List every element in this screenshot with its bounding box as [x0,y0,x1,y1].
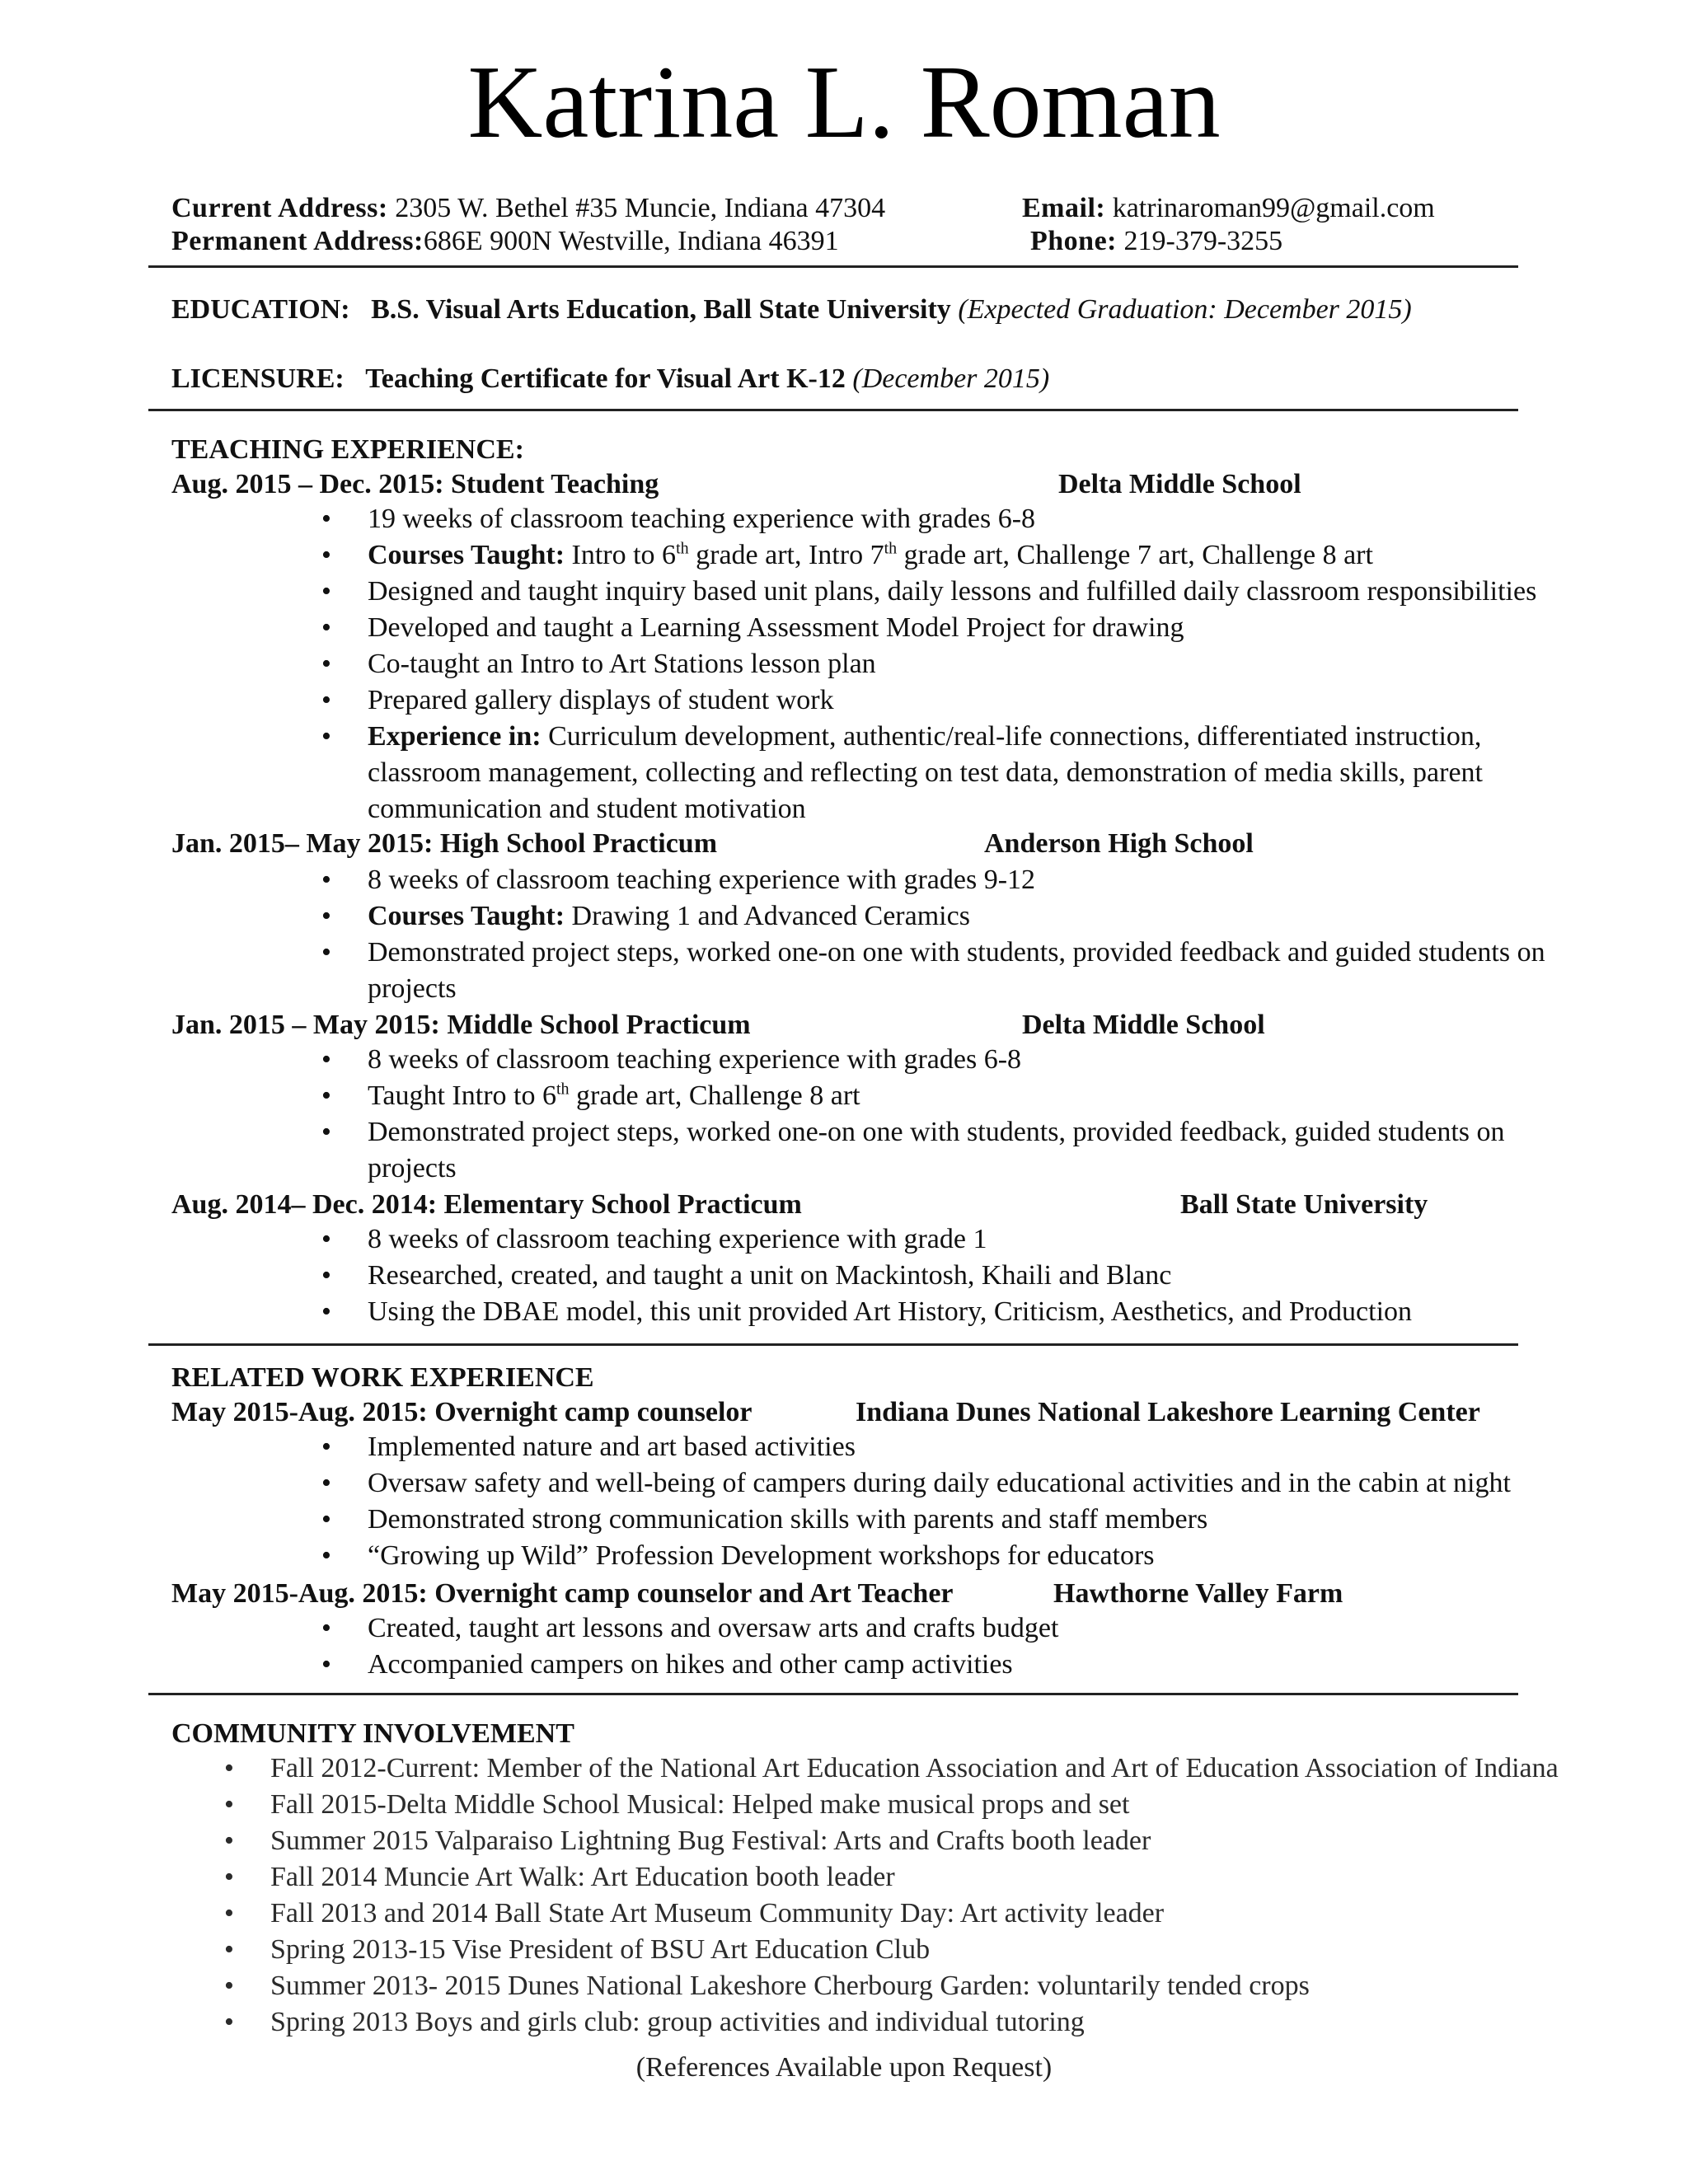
list-item [321,1078,1637,1114]
list-item [224,1750,1672,1787]
licensure-line [171,361,1049,397]
bullet-icon: • [321,1296,331,1327]
list-item [321,610,1637,646]
education-line [171,292,1412,328]
bullet-text: classroom management, collecting and reflecting on test data, demonstration of media skills, parent [368,757,1483,788]
list-item [321,1114,1637,1151]
licensure-note: (December 2015) [852,363,1050,394]
superscript: th [676,539,689,558]
list-item [321,1221,1637,1258]
bullet-text: Summer 2015 Valparaiso Lightning Bug Festival: Arts and Crafts booth leader [270,1825,1151,1856]
list-item [224,1896,1672,1932]
bullet-icon: • [321,612,331,643]
list-item [368,971,1637,1007]
bullet-text: “Growing up Wild” Profession Development workshops for educators [368,1540,1155,1571]
bullet-icon: • [321,540,331,570]
job-title: Jan. 2015 – May 2015: Middle School Practicum [171,1010,751,1040]
list-item [321,1258,1637,1294]
bullet-text: Accompanied campers on hikes and other camp activities [368,1649,1013,1680]
list-item [321,1502,1637,1538]
bullet-text: grade art, Challenge 7 art, Challenge 8 art [897,540,1373,570]
email-label: Email: [1022,193,1106,223]
bullet-text: communication and student motivation [368,794,806,824]
bullet-icon: • [321,1613,331,1643]
list-item [321,501,1637,537]
teaching-heading: TEACHING EXPERIENCE: [171,434,524,465]
bullet-icon: • [224,1898,234,1929]
resume-name: Katrina L. Roman [467,45,1221,160]
community-heading: COMMUNITY INVOLVEMENT [171,1718,574,1749]
list-item [321,1538,1637,1574]
bullet-text: Implemented nature and art based activities [368,1432,856,1462]
bullet-text: 19 weeks of classroom teaching experience with grades 6-8 [368,504,1036,534]
superscript: th [884,539,898,558]
bullet-icon: • [321,1117,331,1147]
bullet-icon: • [224,1753,234,1783]
references-note: (References Available upon Request) [635,2052,1053,2083]
bullet-text: Co-taught an Intro to Art Stations lesson plan [368,649,876,679]
list-item [321,898,1637,935]
job-place: Hawthorne Valley Farm [1053,1578,1343,1609]
divider [148,1693,1518,1695]
bullet-text: projects [368,1153,457,1183]
list-item [321,862,1637,898]
bullet-icon: • [321,1432,331,1462]
list-item [321,682,1637,719]
job-bullets [321,1042,1637,1187]
education-note: (Expected Graduation: December 2015) [958,294,1412,325]
bullet-icon: • [224,1825,234,1856]
bullet-text: Fall 2012-Current: Member of the National Art Education Association and Art of Education Association of Indiana [270,1753,1559,1783]
bullet-label: Courses Taught: [368,540,565,570]
bullet-icon: • [321,1080,331,1111]
bullet-text: Taught Intro to 6 [368,1080,556,1111]
bullet-icon: • [321,1649,331,1680]
job-title: Aug. 2015 – Dec. 2015: Student Teaching [171,469,659,499]
list-item [321,1429,1637,1465]
bullet-text: Spring 2013-15 Vise President of BSU Art Education Club [270,1934,931,1965]
bullet-text: Created, taught art lessons and oversaw arts and crafts budget [368,1613,1059,1643]
bullet-icon: • [321,1504,331,1535]
job-title: May 2015-Aug. 2015: Overnight camp counselor [171,1397,753,1427]
bullet-icon: • [224,2007,234,2037]
permanent-address-value: 686E 900N Westville, Indiana 46391 [423,226,839,256]
bullet-icon: • [321,1260,331,1291]
bullet-icon: • [321,865,331,895]
bullet-icon: • [224,1971,234,2001]
education-degree: B.S. Visual Arts Education, Ball State University [371,294,951,325]
bullet-text: Designed and taught inquiry based unit plans, daily lessons and fulfilled daily classroom responsibilities [368,576,1537,607]
job-title: May 2015-Aug. 2015: Overnight camp counselor and Art Teacher [171,1578,954,1609]
phone-label: Phone: [1030,226,1117,256]
job-title: Jan. 2015– May 2015: High School Practicum [171,828,718,859]
list-item [224,1968,1672,2004]
licensure-label: LICENSURE: [171,363,345,394]
bullet-text: Curriculum development, authentic/real-life connections, differentiated instruction, [541,721,1482,752]
current-address-label: Current Address: [171,193,388,223]
bullet-text: Fall 2015-Delta Middle School Musical: Helped make musical props and set [270,1789,1130,1820]
bullet-icon: • [321,937,331,968]
community-list [224,1750,1672,2041]
bullet-text: Researched, created, and taught a unit on Mackintosh, Khaili and Blanc [368,1260,1172,1291]
list-item [224,1823,1672,1859]
list-item [321,1647,1637,1683]
bullet-icon: • [321,1468,331,1498]
job-bullets [321,1610,1637,1683]
bullet-text: Developed and taught a Learning Assessment Model Project for drawing [368,612,1184,643]
bullet-icon: • [224,1862,234,1892]
bullet-text: Demonstrated project steps, worked one-on one with students, provided feedback, guided students on [368,1117,1505,1147]
list-item [368,1151,1637,1187]
list-item [321,1294,1637,1330]
list-item [321,935,1637,971]
bullet-icon: • [321,649,331,679]
list-item [321,719,1637,755]
job-bullets [321,501,1637,827]
bullet-text: 8 weeks of classroom teaching experience with grades 9-12 [368,865,1036,895]
list-item [368,755,1637,791]
bullet-label: Experience in: [368,721,542,752]
job-place: Ball State University [1180,1189,1428,1220]
bullet-text: grade art, Challenge 8 art [569,1080,860,1111]
bullet-text: Oversaw safety and well-being of campers during daily educational activities and in the cabin at night [368,1468,1511,1498]
job-bullets [321,862,1637,1007]
current-address-value: 2305 W. Bethel #35 Muncie, Indiana 47304 [395,193,886,223]
list-item [321,574,1637,610]
job-place: Delta Middle School [1022,1010,1265,1040]
list-item [321,1610,1637,1647]
list-item [224,1787,1672,1823]
list-item [321,537,1637,574]
permanent-address [171,224,839,259]
list-item [321,646,1637,682]
list-item [224,2004,1672,2041]
bullet-text: Drawing 1 and Advanced Ceramics [565,901,970,931]
related-heading: RELATED WORK EXPERIENCE [171,1362,594,1393]
bullet-text: 8 weeks of classroom teaching experience with grades 6-8 [368,1044,1022,1075]
list-item [321,1042,1637,1078]
bullet-text: Demonstrated strong communication skills with parents and staff members [368,1504,1208,1535]
bullet-icon: • [321,1224,331,1254]
bullet-label: Courses Taught: [368,901,565,931]
bullet-text: projects [368,973,457,1004]
bullet-icon: • [321,685,331,715]
bullet-icon: • [321,1540,331,1571]
divider [148,1343,1518,1346]
bullet-text: grade art, Intro 7 [688,540,884,570]
list-item [368,791,1637,827]
bullet-text: Spring 2013 Boys and girls club: group activities and individual tutoring [270,2007,1085,2037]
phone [1030,224,1282,259]
licensure-certificate: Teaching Certificate for Visual Art K-12 [365,363,846,394]
bullet-icon: • [321,721,331,752]
list-item [224,1932,1672,1968]
bullet-text: Summer 2013- 2015 Dunes National Lakeshore Cherbourg Garden: voluntarily tended crops [270,1971,1310,2001]
education-label: EDUCATION: [171,294,350,325]
list-item [321,1465,1637,1502]
superscript: th [556,1080,570,1099]
bullet-icon: • [321,576,331,607]
bullet-text: Prepared gallery displays of student work [368,685,834,715]
bullet-icon: • [321,901,331,931]
current-address [171,191,885,226]
phone-value: 219-379-3255 [1123,226,1283,256]
bullet-icon: • [321,1044,331,1075]
job-place: Anderson High School [984,828,1254,859]
bullet-icon: • [224,1934,234,1965]
bullet-text: Fall 2014 Muncie Art Walk: Art Education booth leader [270,1862,895,1892]
bullet-text: Using the DBAE model, this unit provided Art History, Criticism, Aesthetics, and Production [368,1296,1413,1327]
email-value: katrinaroman99@gmail.com [1112,193,1435,223]
email [1022,191,1435,226]
bullet-text: Intro to 6 [571,540,677,570]
job-bullets [321,1221,1637,1330]
job-place: Indiana Dunes National Lakeshore Learning Center [856,1397,1480,1427]
bullet-icon: • [224,1789,234,1820]
bullet-icon: • [321,504,331,534]
bullet-text: Fall 2013 and 2014 Ball State Art Museum Community Day: Art activity leader [270,1898,1165,1929]
list-item [224,1859,1672,1896]
bullet-text: 8 weeks of classroom teaching experience with grade 1 [368,1224,987,1254]
job-bullets [321,1429,1637,1574]
job-place: Delta Middle School [1058,469,1301,499]
permanent-address-label: Permanent Address: [171,226,424,256]
job-title: Aug. 2014– Dec. 2014: Elementary School Practicum [171,1189,802,1220]
divider [148,409,1518,411]
divider [148,265,1518,268]
bullet-text: Demonstrated project steps, worked one-on one with students, provided feedback and guided students on [368,937,1545,968]
